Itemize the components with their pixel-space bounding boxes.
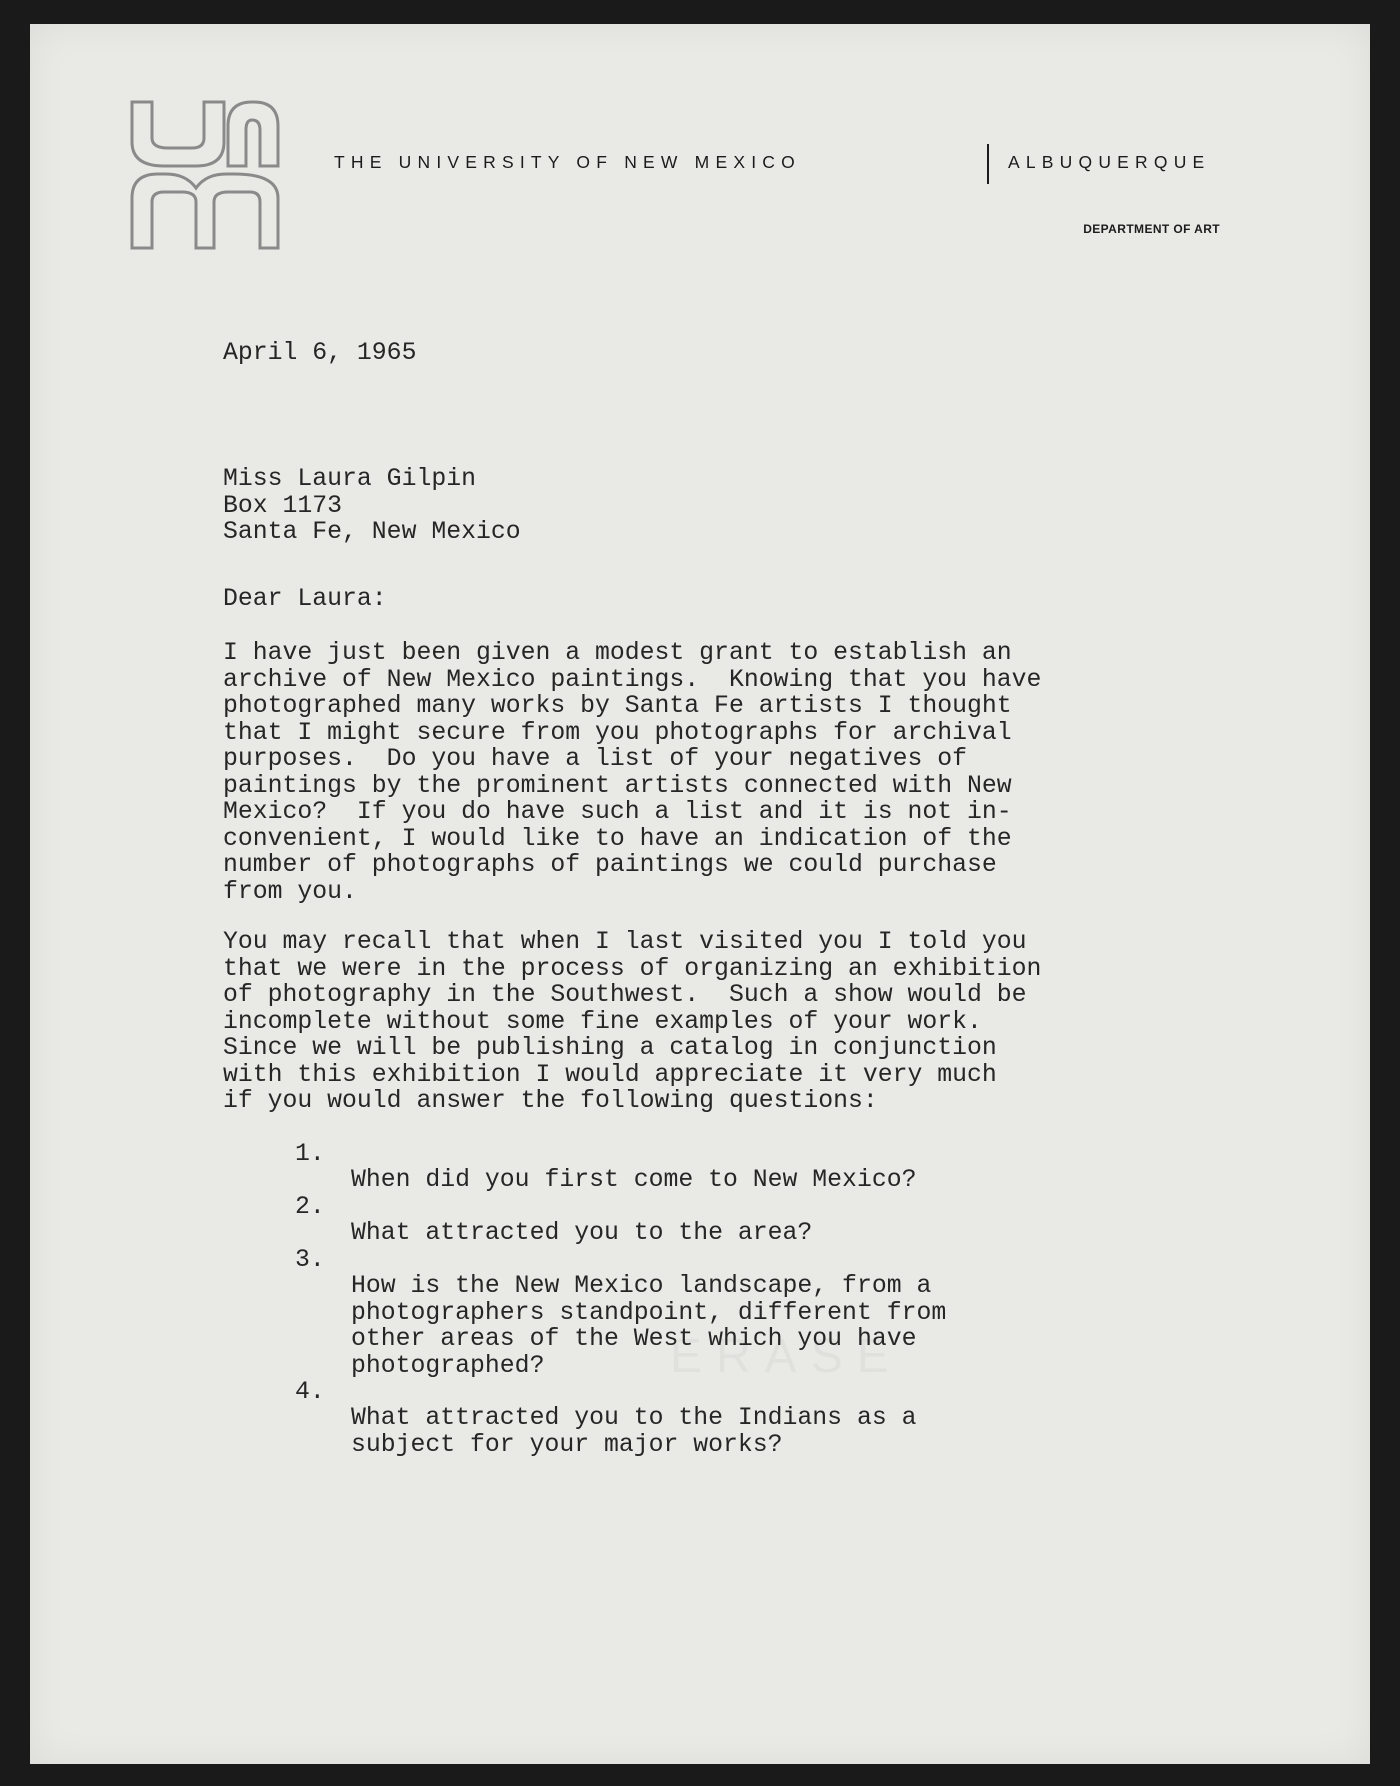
body-paragraph-2: You may recall that when I last visited you I told you that we were in the process of organizing an exhibition of photography in the Southwest. Such a show would be incomplete without some fine examples of your work. Since we will be publishing a catalog in conjunction with this exhibition I would appreciate it very much if you would answer the following questions: [223, 928, 1042, 1115]
recipient-address: Miss Laura Gilpin Box 1173 Santa Fe, New Mexico [223, 465, 521, 546]
letterhead-divider [987, 144, 989, 184]
question-text: How is the New Mexico landscape, from a photographers standpoint, different from other areas of the West which you have photographed? [351, 1272, 947, 1380]
question-item [295, 1352, 917, 1459]
institution-name: THE UNIVERSITY OF NEW MEXICO [334, 152, 801, 172]
body-paragraph-1: I have just been given a modest grant to establish an archive of New Mexico paintings. Knowing that you have photographed many works by Santa Fe artists I thought that I might secure from you photographs for archival purposes. Do you have a list of your negatives of paintings by the prominent artists connected with New Mexico? If you do have such a list and it is not in- convenient, I would like to have an indication of the number of photographs of paintings we could purchase from you. [223, 639, 1042, 906]
institution-city: ALBUQUERQUE [1008, 152, 1211, 172]
question-number: 4. [295, 1377, 325, 1406]
question-text: When did you first come to New Mexico? [351, 1166, 917, 1194]
salutation: Dear Laura: [223, 585, 387, 613]
question-number: 2. [295, 1192, 325, 1221]
letter-date: April 6, 1965 [223, 339, 417, 367]
department-name: DEPARTMENT OF ART [1083, 222, 1220, 236]
question-text: What attracted you to the Indians as a subject for your major works? [351, 1404, 917, 1459]
question-number: 3. [295, 1245, 325, 1274]
letter-page [30, 24, 1370, 1764]
question-number: 1. [295, 1139, 325, 1168]
unm-logo [124, 94, 284, 254]
question-text: What attracted you to the area? [351, 1219, 813, 1247]
